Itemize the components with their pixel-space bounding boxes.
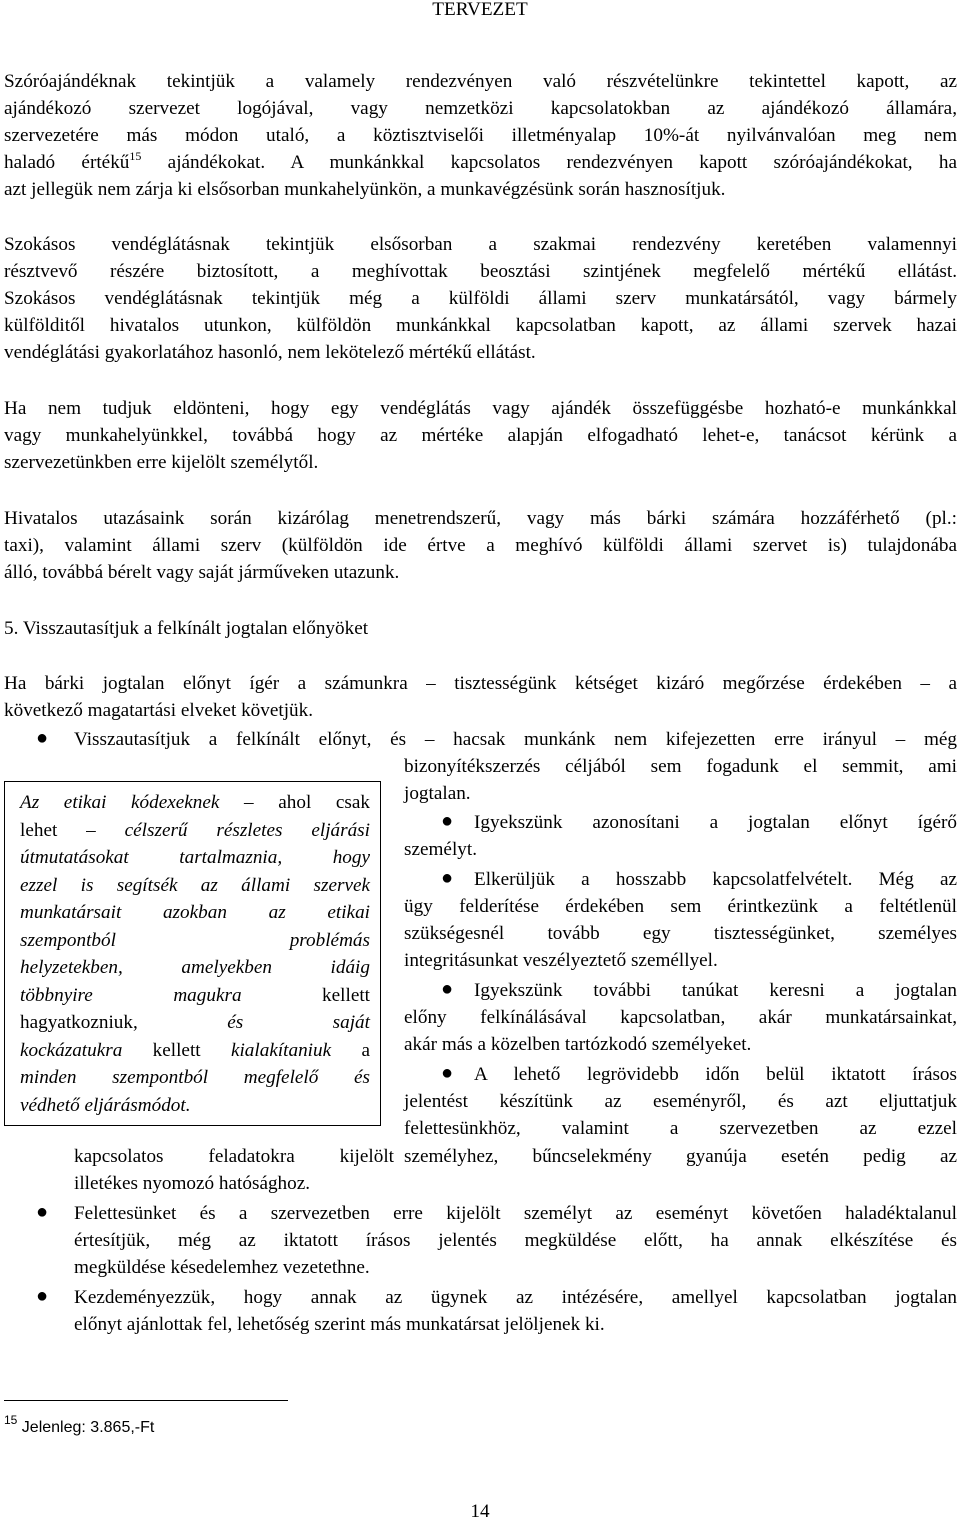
paragraph-line: vagy munkahelyünkkel, továbbá hogy az mértéke alapján elfogadható lehet-e, tanácsot kérünk a (4, 425, 957, 446)
footnote-separator (4, 1400, 288, 1401)
box-line: ezzel is segítsék az állami szervek (20, 874, 370, 896)
section-heading: 5. Visszautasítjuk a felkínált jogtalan előnyöket (4, 618, 369, 639)
bullet-icon: ● (441, 810, 454, 832)
list-item-line: Visszautasítjuk a felkínált előnyt, és – hacsak munkánk nem kifejezetten erre irányul – még (74, 729, 957, 750)
paragraph-line: Szóróajándéknak tekintjük a valamely rendezvényen való részvételünkre tekintettel kapott, az (4, 71, 957, 92)
box-line (20, 789, 370, 817)
list-item-line: jelentést készítünk az eseményről, és azt eljuttatjuk (404, 1091, 957, 1112)
paragraph-line: Hivatalos utazásaink során kizárólag menetrendszerű, vagy más bárki számára hozzáférhető (pl.: (4, 508, 957, 529)
text-run: célszerű részletes eljárási (124, 819, 370, 841)
list-item-line: személyhez, bűncselekmény gyanúja esetén pedig az (404, 1146, 957, 1167)
box-line (20, 1009, 370, 1037)
paragraph-line: Szokásos vendéglátásnak tekintjük még a külföldi állami szerv munkatársától, vagy bármely (4, 288, 957, 309)
box-line (20, 1037, 370, 1065)
footnote-text: Jelenleg: 3.865,-Ft (17, 1419, 155, 1436)
list-item-line: előnyt ajánlottak fel, lehetőség szerint más munkatársat jelöljenek ki. (74, 1314, 605, 1335)
list-item-line: ügy felderítése érdekében sem érintkezünk a feltétlenül (404, 896, 957, 917)
paragraph-line: taxi), valamint állami szerv (külföldön ide értve a meghívó külföldi állami szervet is) tulajdonába (4, 535, 957, 556)
paragraph-line: Szokásos vendéglátásnak tekintjük elsősorban a szakmai rendezvény keretében valamennyi (4, 234, 957, 255)
list-item-line: A lehető legrövidebb időn belül iktatott írásos (474, 1064, 957, 1085)
paragraph-line: résztvevő részére biztosított, a meghívottak beosztási szintjének megfelelő mértékű ellátást. (4, 261, 957, 282)
text-run: többnyire magukra (20, 984, 242, 1006)
bullet-icon: ● (36, 1285, 49, 1307)
text-run: hagyatkozniuk, (20, 1012, 228, 1033)
list-item-line: szükségesnél tovább egy tisztességünket, személyes (404, 923, 957, 944)
box-line: minden szempontból megfelelő és (20, 1067, 370, 1088)
paragraph-line: következő magatartási elveket követjük. (4, 700, 314, 721)
list-item-line: Kezdeményezzük, hogy annak az ügynek az intézésére, amellyel kapcsolatban jogtalan (74, 1287, 957, 1308)
box-line: helyzetekben, amelyekben idáig (20, 957, 370, 978)
box-line (20, 817, 370, 845)
box-line: munkatársait azokban az etikai (20, 902, 370, 923)
bullet-icon: ● (441, 867, 454, 889)
bullet-icon: ● (36, 1201, 49, 1223)
list-item-line: személyt. (404, 839, 477, 860)
paragraph-line: álló, továbbá bérelt vagy saját járműveken utazunk. (4, 562, 400, 583)
page-title: TERVEZET (432, 0, 528, 20)
bullet-icon: ● (441, 1062, 454, 1084)
text-run: haladó értékű (4, 152, 130, 173)
text-run: A munkánkkal kapcsolatos rendezvényen kapott szóróajándékokat, ha (290, 152, 957, 173)
box-line: védhető eljárásmódot. (20, 1094, 191, 1116)
text-run: kellett (241, 984, 370, 1006)
text-run: Az etikai kódexeknek (20, 792, 220, 813)
list-item-line: felettesünkhöz, valamint a szervezetben az ezzel (404, 1118, 957, 1139)
list-item-line: bizonyítékszerzés céljából sem fogadunk el semmit, ami (404, 756, 957, 777)
paragraph-line: szervezetünkben erre kijelölt személytől. (4, 452, 319, 473)
list-item-line: integritásunkat veszélyeztető személlyel. (404, 950, 718, 971)
text-run: ajándékokat. (141, 152, 266, 173)
paragraph-line (4, 149, 957, 176)
list-item-line: Igyekszünk azonosítani a jogtalan előnyt ígérő (474, 812, 957, 833)
footnote (4, 1413, 155, 1438)
text-run: kellett (122, 1039, 231, 1061)
list-item-line: Elkerüljük a hosszabb kapcsolatfelvételt. Még az (474, 869, 957, 890)
list-item-line: kapcsolatos feladatokra kijelölt (74, 1146, 394, 1167)
bullet-icon: ● (441, 978, 454, 1000)
text-run: lehet – (20, 819, 125, 841)
list-item-line: Igyekszünk további tanúkat keresni a jogtalan (474, 980, 957, 1001)
list-item-line: akár más a közelben tartózkodó személyeket. (404, 1034, 752, 1055)
box-line: útmutatásokat tartalmaznia, hogy (20, 847, 370, 868)
paragraph-line: Ha bárki jogtalan előnyt ígér a számunkra – tisztességünk kétséget kizáró megőrzése érdekében – a (4, 673, 957, 694)
list-item-line: illetékes nyomozó hatósághoz. (74, 1173, 311, 1194)
text-run: és saját (227, 1012, 370, 1033)
footnote-number: 15 (4, 1413, 18, 1427)
footnote-ref[interactable]: 15 (129, 149, 142, 163)
text-run: kockázatukra (20, 1039, 123, 1061)
paragraph-line: Ha nem tudjuk eldönteni, hogy egy vendéglátás vagy ajándék összefüggésbe hozható-e munkánkkal (4, 398, 957, 419)
text-run: a (331, 1039, 370, 1061)
list-item-line: jogtalan. (404, 783, 471, 804)
box-line: szempontból problémás (20, 929, 370, 951)
paragraph-line: vendéglátási gyakorlatához hasonló, nem lekötelező mértékű ellátást. (4, 342, 536, 363)
list-item-line: előny felkínálásával kapcsolatban, akár munkatársainkat, (404, 1007, 957, 1028)
text-run: kialakítaniuk (230, 1039, 332, 1061)
box-line (20, 982, 370, 1010)
text-run: – ahol csak (219, 792, 370, 813)
paragraph-line: szervezetére más módon utaló, a köztisztviselői illetményalap 10%-át nyilvánvalóan meg nem (4, 125, 957, 146)
bullet-icon: ● (36, 727, 49, 749)
paragraph-line: külfölditől hivatalos utunkon, külföldön munkánkkal kapcsolatban kapott, az állami szervek hazai (4, 315, 957, 336)
list-item-line: értesítjük, még az iktatott írásos jelentés megküldése előtt, ha annak elkészítése és (74, 1230, 957, 1251)
page-number: 14 (470, 1501, 490, 1522)
list-item-line: Felettesünket és a szervezetben erre kijelölt személyt az eseményt követően haladéktalanul (74, 1203, 957, 1224)
paragraph-line: ajándékozó szervezet logójával, vagy nemzetközi kapcsolatokban az ajándékozó államára, (4, 98, 957, 119)
paragraph-line: azt jellegük nem zárja ki elsősorban munkahelyünkön, a munkavégzésünk során hasznosítjuk. (4, 179, 726, 200)
list-item-line: megküldése késedelemhez vezetethne. (74, 1257, 370, 1278)
